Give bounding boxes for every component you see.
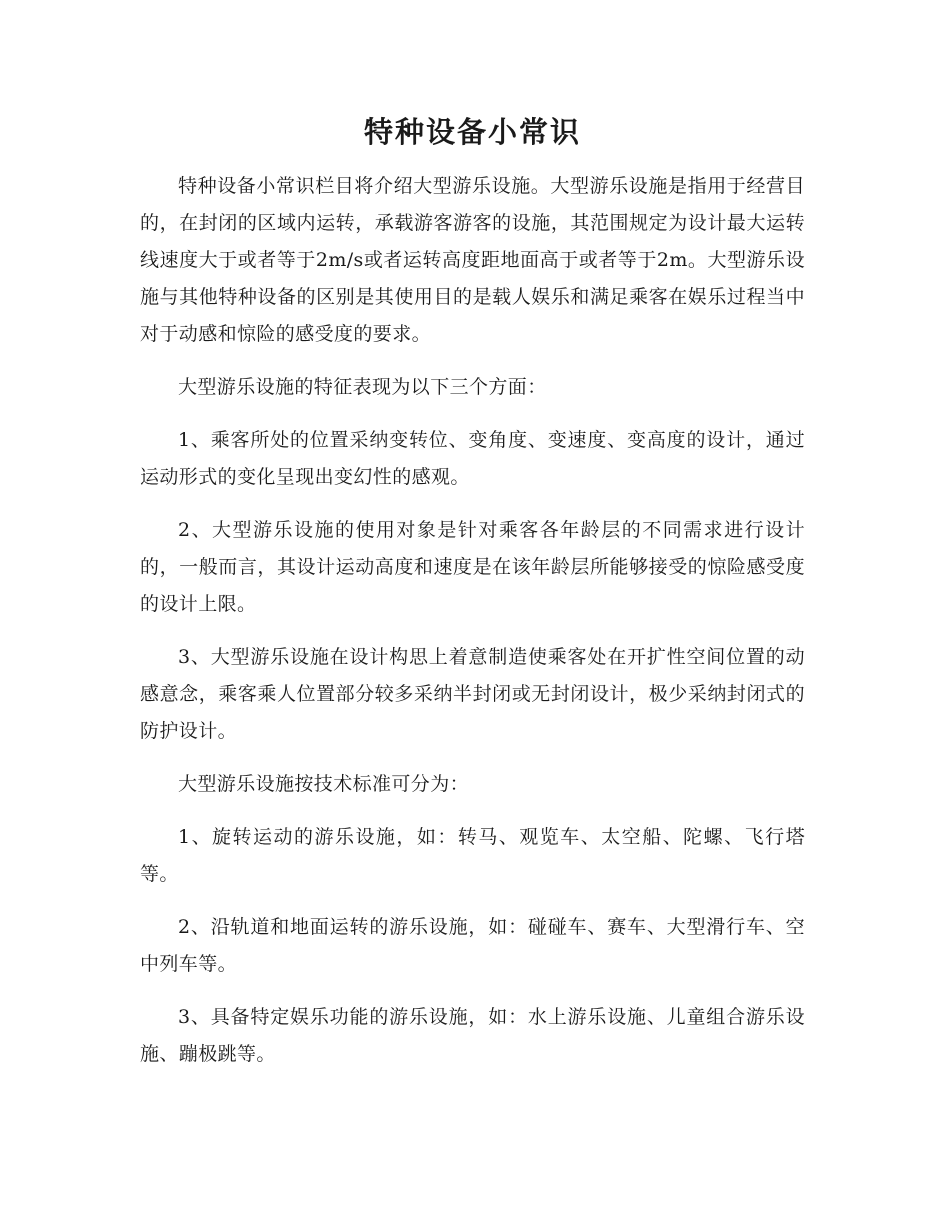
document-page (140, 110, 805, 1089)
feature-item-2: 2、大型游乐设施的使用对象是针对乘客各年龄层的不同需求进行设计的，一般而言，其设计运动高度和速度是在该年龄层所能够接受的惊险感受度的设计上限。 (140, 519, 805, 615)
intro-paragraph: 特种设备小常识栏目将介绍大型游乐设施。大型游乐设施是指用于经营目的，在封闭的区域内运转，承载游客游客的设施，其范围规定为设计最大运转线速度大于或者等于2m/s或者运转高度距地面高于或者等于2m。大型游乐设施与其他特种设备的区别是其使用目的是载人娱乐和满足乘客在娱乐过程当中对于动感和惊险的感受度的要求。 (140, 175, 805, 345)
document-title: 特种设备小常识 (363, 115, 581, 149)
feature-item-1: 1、乘客所处的位置采纳变转位、变角度、变速度、变高度的设计，通过运动形式的变化呈现出变幻性的感观。 (140, 429, 805, 488)
features-heading-paragraph: 大型游乐设施的特征表现为以下三个方面： (178, 376, 547, 398)
classification-item-2: 2、沿轨道和地面运转的游乐设施，如：碰碰车、赛车、大型滑行车、空中列车等。 (140, 916, 805, 975)
classification-item-1: 1、旋转运动的游乐设施，如：转马、观览车、太空船、陀螺、飞行塔等。 (140, 826, 805, 885)
classification-heading-paragraph: 大型游乐设施按技术标准可分为： (178, 773, 470, 795)
feature-item-3: 3、大型游乐设施在设计构思上着意制造使乘客处在开扩性空间位置的动感意念，乘客乘人位置部分较多采纳半封闭或无封闭设计，极少采纳封闭式的防护设计。 (140, 646, 805, 742)
classification-item-3: 3、具备特定娱乐功能的游乐设施，如：水上游乐设施、儿童组合游乐设施、蹦极跳等。 (140, 1006, 805, 1065)
